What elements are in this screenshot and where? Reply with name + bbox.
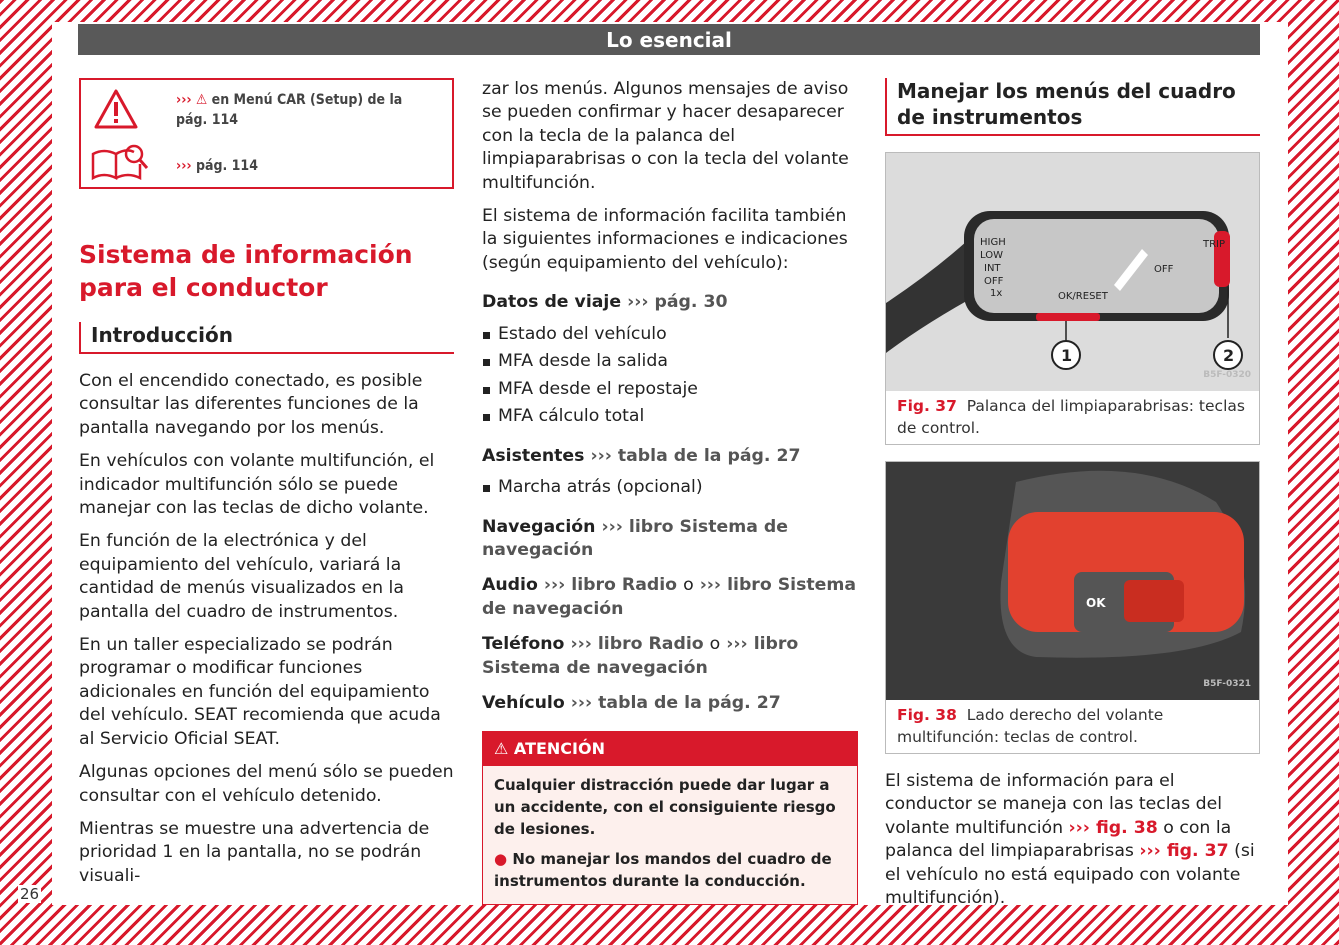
fig-37-link[interactable]: ››› fig. 37 (1139, 841, 1229, 862)
figure-38 (885, 461, 1260, 754)
figure-code: B5F-0320 (1203, 369, 1251, 380)
svg-text:INT: INT (984, 263, 1001, 274)
warning-small-icon: ⚠ (195, 92, 208, 108)
reference-line-1[interactable]: ››› ⚠ en Menú CAR (Setup) de la pág. 114 (176, 92, 403, 128)
page-number: 26 (20, 885, 40, 903)
reference-box (79, 78, 454, 189)
book-magnifier-icon (90, 142, 150, 182)
figure-37 (885, 152, 1260, 445)
paragraph: Mientras se muestre una advertencia de prioridad 1 en la pantalla, no se podrán visuali- (79, 818, 430, 886)
svg-text:OFF: OFF (984, 276, 1004, 287)
steering-wheel-illustration (886, 462, 1259, 700)
asistentes-list (482, 474, 858, 502)
warning-box (482, 731, 858, 905)
reference-line-2[interactable]: ››› pág. 114 (176, 158, 258, 174)
section-subtitle-menus: Manejar los menús del cuadro de instrumentos (885, 78, 1260, 136)
column-1 (79, 78, 454, 886)
svg-text:TRIP: TRIP (1203, 239, 1226, 250)
svg-text:HIGH: HIGH (980, 237, 1006, 248)
warning-body: Cualquier distracción puede dar lugar a un accidente, con el consiguiente riesgo de lesiones. ● No manejar los mandos del cuadro de instrumentos durante la conducción. (483, 766, 857, 904)
svg-text:OK/RESET: OK/RESET (1058, 291, 1108, 302)
bullet-icon: ● (494, 850, 508, 869)
paragraph: El sistema de información para el conductor se maneja con las teclas del volante multifunción ››› fig. 38 o con la palanca del limpiaparabrisas ››› fig. 37 (si el vehículo no está equipado con volante multifunción). (885, 771, 1255, 909)
svg-text:1: 1 (1061, 346, 1073, 365)
wiper-lever-illustration (886, 153, 1259, 391)
paragraph: En función de la electrónica y del equipamiento del vehículo, variará la cantidad de menús visualizados en la pantalla del cuadro de instrumentos. (79, 531, 404, 622)
figure-37-image (886, 153, 1259, 391)
svg-text:LOW: LOW (980, 250, 1003, 261)
svg-text:OK: OK (1086, 596, 1106, 610)
svg-text:1x: 1x (990, 288, 1003, 299)
svg-text:OFF: OFF (1154, 264, 1174, 275)
list-item: MFA cálculo total (482, 403, 858, 431)
paragraph: zar los menús. Algunos mensajes de aviso se pueden confirmar y hacer desaparecer con la tecla de la palanca del limpiaparabrisas o con la tecla del volante multifunción. (482, 79, 849, 193)
paragraph: Algunas opciones del menú sólo se pueden consultar con el vehículo detenido. (79, 762, 454, 806)
svg-text:2: 2 (1223, 346, 1235, 365)
list-item: MFA desde el repostaje (482, 376, 858, 404)
paragraph: El sistema de información facilita también la siguientes informaciones e indicaciones (según equipamiento del vehículo): (482, 206, 848, 273)
asistentes-heading[interactable]: Asistentes ››› tabla de la pág. 27 (482, 445, 801, 466)
navegacion-heading[interactable]: Navegación ››› libro Sistema de navegación (482, 516, 788, 560)
figure-38-image (886, 462, 1259, 700)
page-header: Lo esencial (78, 24, 1260, 55)
paragraph: En vehículos con volante multifunción, el indicador multifunción sólo se puede manejar con las teclas de dicho volante. (79, 451, 435, 519)
vehiculo-heading[interactable]: Vehículo ››› tabla de la pág. 27 (482, 693, 781, 713)
paragraph: En un taller especializado se podrán programar o modificar funciones adicionales en función del equipamiento del vehículo. SEAT recomienda que acuda al Servicio Oficial SEAT. (79, 635, 441, 749)
datos-heading[interactable]: Datos de viaje ››› pág. 30 (482, 292, 728, 313)
warning-triangle-icon (93, 88, 139, 130)
warning-header: ⚠ ATENCIÓN (483, 732, 857, 766)
figure-38-caption: Fig. 38 Lado derecho del volante multifunción: teclas de control. (897, 706, 1164, 746)
fig-38-link[interactable]: ››› fig. 38 (1068, 817, 1158, 838)
datos-list (482, 321, 858, 431)
figure-code: B5F-0321 (1203, 678, 1251, 689)
paragraph: Con el encendido conectado, es posible consultar las diferentes funciones de la pantalla navegando por los menús. (79, 371, 423, 438)
list-item: Estado del vehículo (482, 321, 858, 349)
figure-37-caption: Fig. 37 Palanca del limpiaparabrisas: teclas de control. (897, 397, 1245, 437)
section-title: Sistema de información para el conductor (79, 240, 413, 302)
column-2 (482, 78, 858, 905)
list-item: Marcha atrás (opcional) (482, 474, 858, 502)
list-item: MFA desde la salida (482, 348, 858, 376)
column-3 (885, 78, 1260, 920)
telefono-heading[interactable]: Teléfono ››› libro Radio o ››› libro Sistema de navegación (482, 634, 799, 678)
section-subtitle: Introducción (79, 322, 454, 354)
audio-heading[interactable]: Audio ››› libro Radio o ››› libro Sistema de navegación (482, 575, 857, 619)
warning-header-icon: ⚠ (494, 739, 509, 759)
